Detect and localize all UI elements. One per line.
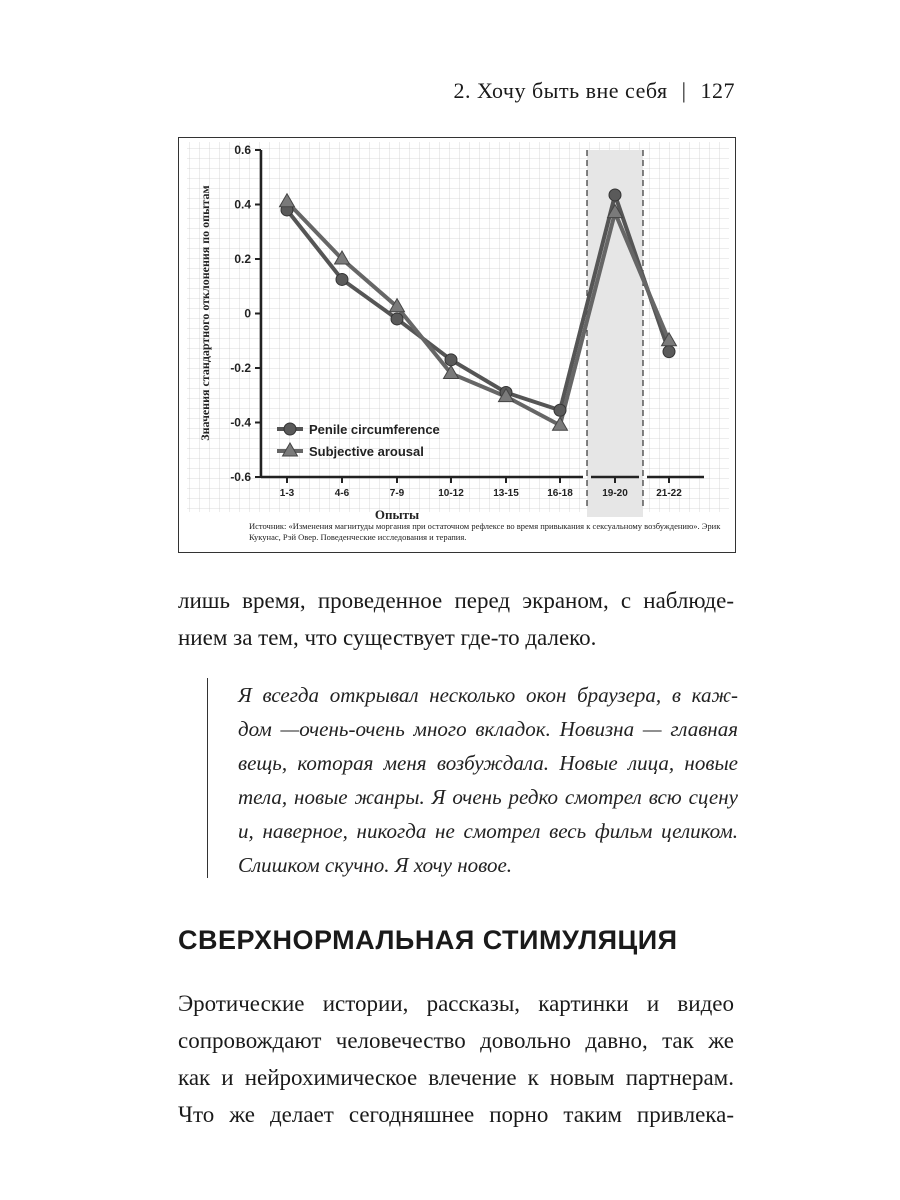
chapter-title: 2. Хочу быть вне себя: [453, 78, 668, 103]
legend-label: Subjective arousal: [309, 444, 424, 459]
y-tick-label: 0.2: [234, 252, 251, 266]
data-point-circle: [663, 346, 675, 358]
quote-line: Я всегда открывал несколько окон браузера, в каж-: [238, 683, 738, 707]
data-point-circle: [609, 189, 621, 201]
page-number: 127: [700, 78, 735, 103]
quote-line: вещь, которая меня возбуждала. Новые лица, новые: [238, 751, 738, 775]
y-tick-label: 0.4: [234, 197, 251, 212]
text-line: Что же делает сегодняшнее порно таким привлека-: [178, 1102, 734, 1127]
text-line: сопровождают человечество довольно давно, так же: [178, 1028, 734, 1053]
data-point-circle: [445, 354, 457, 366]
x-tick-label: 19-20: [602, 488, 628, 499]
x-tick-label: 7-9: [389, 488, 405, 499]
grid-background: [187, 142, 729, 512]
y-tick-label: 0: [244, 306, 251, 321]
data-point-circle: [391, 313, 403, 325]
text-line: нием за тем, что существует где-то далеко.: [178, 625, 597, 650]
data-point-circle: [336, 273, 348, 285]
x-tick-label: 21-22: [656, 488, 682, 499]
text-line: как и нейрохимическое влечение к новым партнерам.: [178, 1065, 734, 1090]
y-axis-title: Значения стандартного отклонения по опытам: [198, 185, 212, 441]
text-line: Эротические истории, рассказы, картинки и видео: [178, 991, 734, 1016]
y-tick-label: 0.6: [234, 143, 251, 157]
x-tick-label: 4-6: [334, 488, 350, 499]
y-tick-label: -0.4: [230, 415, 251, 430]
paragraph-body: [178, 985, 734, 1133]
y-tick-label: -0.6: [230, 470, 251, 484]
section-heading: СВЕРХНОРМАЛЬНАЯ СТИМУЛЯЦИЯ: [178, 925, 678, 955]
running-header: [453, 78, 735, 104]
quote-line: и, наверное, никогда не смотрел весь фильм целиком.: [238, 819, 738, 843]
chart-figure: [178, 137, 736, 553]
chart-source-note: Источник: «Изменения магнитуды моргания при остаточном рефлексе во время привыкания к сексуальному возбуждению». Эрик Кукунас, Рэй Овер. Поведенческие исследования и терапия.: [249, 521, 721, 542]
quote-line: дом —очень-очень много вкладок. Новизна — главная: [238, 717, 738, 741]
x-axis-title: Опыты: [374, 507, 420, 522]
x-tick-label: 13-15: [493, 488, 519, 499]
block-quote: [207, 678, 738, 878]
legend-label: Penile circumference: [309, 422, 440, 437]
header-separator: |: [681, 78, 687, 103]
x-tick-label: 10-12: [438, 488, 464, 499]
quote-line: Слишком скучно. Я хочу новое.: [238, 853, 513, 877]
x-tick-label: 16-18: [547, 488, 573, 499]
legend-marker-circle: [284, 423, 296, 435]
x-tick-label: 1-3: [279, 488, 295, 499]
line-chart: [179, 138, 735, 552]
quote-line: тела, новые жанры. Я очень редко смотрел всю сцену: [238, 785, 738, 809]
text-line: лишь время, проведенное перед экраном, с наблюде-: [178, 588, 734, 613]
paragraph-continuation: [178, 582, 734, 656]
y-tick-label: -0.2: [230, 361, 251, 375]
data-point-circle: [554, 404, 566, 416]
